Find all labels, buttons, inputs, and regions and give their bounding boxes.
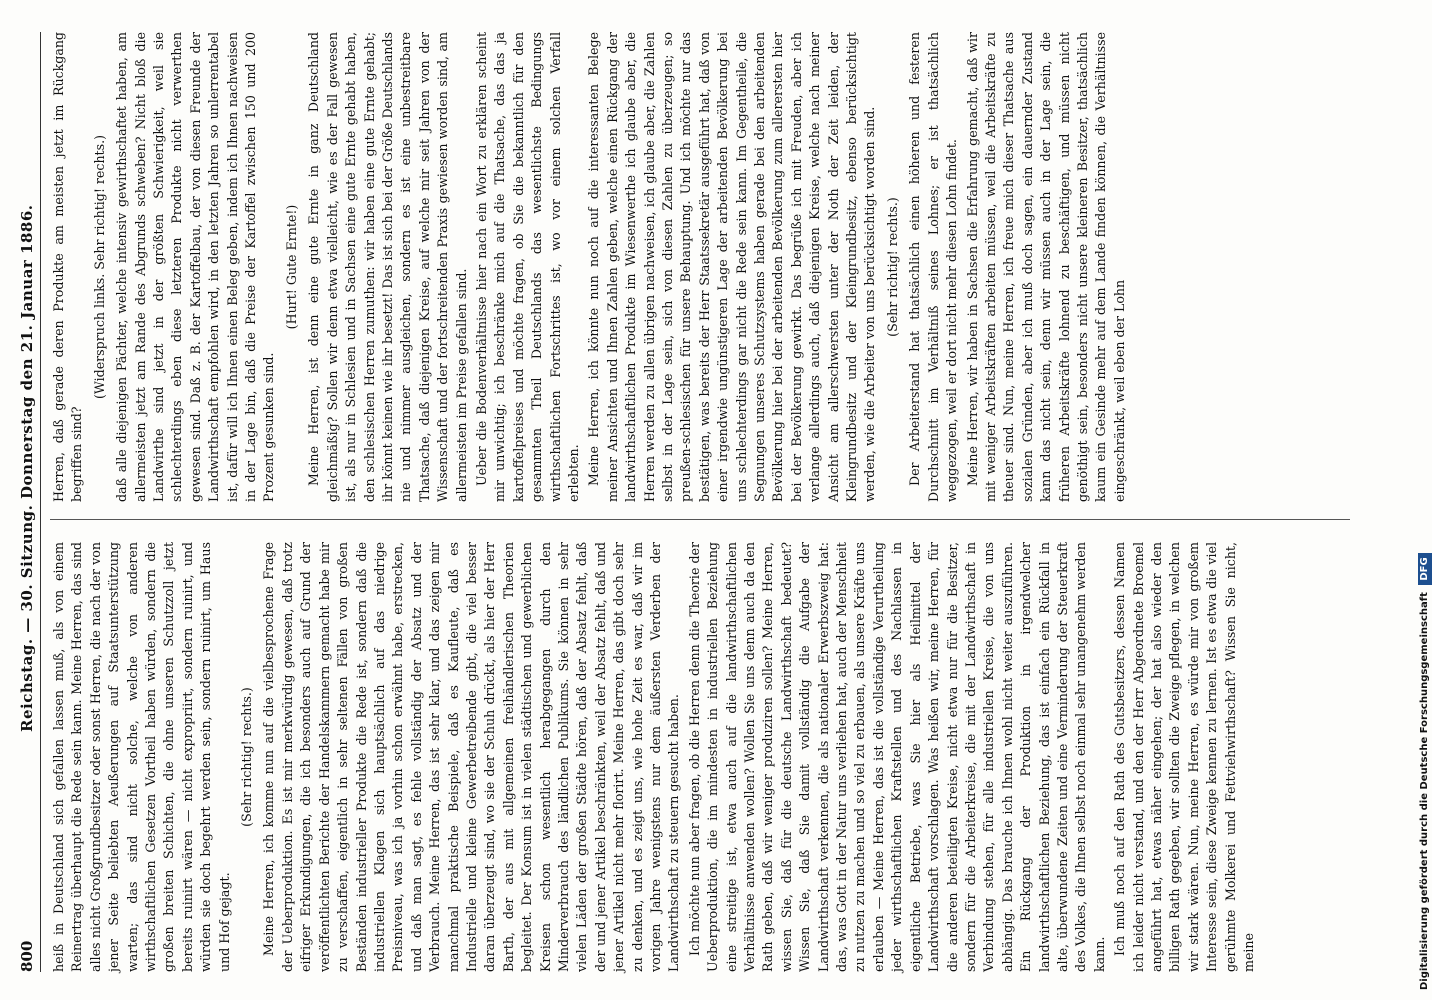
- right-column: [50, 32, 1131, 502]
- page-number: 800: [18, 940, 36, 972]
- paragraph: Ueber die Bodenverhältnisse hier nach ein Wort zu erklären scheint mir unwichtig; ich beschränke mich auf die Thatsache, das das ja kartoffelpreises und möchte fragen, ob Sie die bekanntlich für den gesammten Theil Deutschlands das wesentlichste Bedingungs wirthschaftlichen Fortschrittes ist, wo vor einem solchen Verfall erlebten.: [473, 32, 581, 502]
- paragraph: Der Arbeiterstand hat thatsächlich einen höheren und festeren Durchschnitt im Verhältniß seines Lohnes; er ist thatsächlich weggezogen, weil er dort nicht mehr diesen Lohn findet.: [907, 32, 960, 502]
- interjection: (Sehr richtig! rechts.): [239, 687, 255, 827]
- paragraph: Ich muß noch auf den Rath des Gutsbesitzers, dessen Namen ich leider nicht verstand, und den der Herr Abgeordnete Broemel angeführt hat, etwas näher eingehen; der hat also wieder den billigen Rath gegeben, wir sollten die Zweige pflegen, in welchen wir stark wären. Nun, meine Herren, es würde mir von großem Interesse sein, diese Zweige kennen zu lernen. Ist es etwa die viel gerühmte Molkerei und Fettviehwirthschaft? Wissen Sie nicht, meine: [1112, 542, 1256, 972]
- funding-watermark: [1418, 0, 1432, 1000]
- paragraph: Herren, daß gerade deren Produkte am meisten jetzt im Rückgang begriffen sind?: [51, 32, 85, 502]
- column-divider: [50, 519, 1350, 520]
- interjection: (Hurt! Gute Ernte!): [283, 204, 299, 330]
- paragraph: daß alle diejenigen Pächter, welche intensiv gewirthschaftet haben, am allermeisten jetzt am Rande des Abgrunds schweben? Nicht bloß die Landwirthe sind jetzt in der größten Schwierigkeit, weil sie schlechterdings eben diese letzteren Produkte nicht verwerthen gewesen sind. Daß z. B. der Kartoffelbau, der von diesen Freunde der Landwirthschaft empfohlen wird, in den letzten Jahren so unlerrentabel ist, dafür will ich Ihnen einen Beleg geben, indem ich Ihnen nachweisen in der Lage bin, daß die Preise der Kartoffel zwischen 150 und 200 Prozent gesunken sind.: [114, 32, 277, 502]
- running-head: Reichstag. — 30. Sitzung. Donnerstag den 21. Januar 1886.: [18, 204, 36, 732]
- interjection: (Sehr richtig! rechts.): [884, 197, 900, 337]
- paragraph: Meine Herren, ich komme nun auf die vielbesprochene Frage der Ueberproduktion. Es ist mir merkwürdig gewesen, daß trotz eifriger Erkundigungen, die ich besonders auch auf Grund der veröffentlichten Berichte der Handelskammern gemacht habe mir zu verschaffen, eigentlich in sehr seltenen Fällen von großen Beständen industrieller Produkte die Rede ist, sondern daß die industriellen Klagen sich hauptsächlich auf das niedrige Preisniveau, was ich ja vorhin schon erwähnt habe, erstrecken, und daß man sagt, es fehle vollständig der Absatz und der Verbrauch. Meine Herren, das ist sehr klar, und das zeigen mir manchmal praktische Beispiele, daß es Kaufleute, daß es Industrielle und kleine Gewerbetreibende gibt, die viel besser daran überzeugt sind, wo sie der Schuh drückt, als hier der Herr Barth, der aus mit allgemeinen freihändlerischen Theorien begleitet. Der Konsum ist in vielen städtischen und gewerblichen Kreisen schon wesentlich herabgegangen durch den Minderverbrauch des ländlichen Publikums. Sie können in sehr vielen Läden der großen Städte hören, daß der Absatz fehlt, daß der und jener Artikel beschränkten, weil der Absatz fehlt, daß und jener Artikel nicht mehr florirt. Meine Herren, das gibt doch sehr zu denken, und es zeigt uns, wie hohe Zeit es war, daß wir im vorigen Jahre wenigstens nur dem äußersten Verderben der Landwirthschaft zu steuern gesucht haben.: [261, 542, 682, 972]
- paragraph: Meine Herren, ist denn eine gute Ernte in ganz Deutschland gleichmäßig? Sollen wir denn etwa vielleicht, wie es der Fall gewesen ist, als nur in Schlesien und in Sachsen eine gute Ernte gehabt haben, den schlesischen Herren zumuthen: wir haben eine gute Ernte gehabt; ihr könnt keinen wie ihr besetzt! Das ist sich bei der Größe Deutschlands nie und nimmer ausgleichen, sondern es ist eine unbestreitbare Thatsache, daß diejenigen Kreise, auf welche mir seit Jahren von der Wissenschaft und der fortschreitenden Praxis gewiesen worden sind, am allermeisten im Preise gefallen sind.: [306, 32, 469, 502]
- paragraph: heiß in Deutschland sich gefallen lassen muß, als von einem Reinertrag überhaupt die Rede sein kann. Meine Herren, das sind alles nicht Großgrundbesitzer oder sonst Herren, die nach der von jener Seite beliebten Aeußerungen auf Staatsunterstützung warten; das sind nicht solche, welche von anderen wirthschaftlichen Gesetzen Vortheil haben würden, sondern die großen breiten Schichten, die ohne unseren Schutzzoll jetzt bereits ruinirt wären — nicht expropriirt, sondern ruinirt, und würden sie doch begehrt werden sein, sondern ruinirt, um Haus und Hof gejagt.: [51, 542, 232, 972]
- header-rule: [40, 32, 41, 972]
- left-column: [50, 542, 1260, 972]
- dfg-logo: DFG: [1418, 553, 1432, 584]
- paragraph: Ich möchte nun aber fragen, ob die Herren denn die Theorie der Ueberproduktion, die im mindesten in industriellen Beziehung eine streitige ist, etwa auch auf die landwirthschaftlichen Verhältnisse anwenden wollen? Wollen Sie uns denn auch da den Rath geben, daß wir weniger produziren sollen? Meine Herren, wissen Sie, daß für die deutsche Landwirthschaft bedeutet? Wissen Sie, daß Sie damit vollständig die Aufgabe der Landwirthschaft verkennen, die als nationaler Erwerbszweig hat: das, was Gott in der Natur uns verliehen hat, auch der Menschheit zu nutzen zu machen und so viel zu erbauen, als unsere Kräfte uns erlauben — Meine Herren, das ist die vollständige Verurtheilung jeder wirthschaftlichen Kraftstellen und des Nachlassen in eigentliche Betriebe, was Sie hier als Heilmittel der Landwirthschaft vorschlagen. Was heißen wir, meine Herren, für die anderen beteiligten Kreise, nicht etwa nur für die Besitzer, sondern für die Arbeiterkreise, die mit der Landwirthschaft in Verbindung stehen, für alle industriellen Kreise, die von uns abhängig. Das brauche ich Ihnen wohl nicht weiter auszuführen. Ein Rückgang der Produktion in irgendwelcher landwirthschaftlichen Beziehung, das ist einfach ein Rückfall in alte, überwundene Zeiten und eine Verminderung der Steuerkraft des Volkes, die Ihnen selbst noch einmal sehr unangenehm werden kann.: [686, 542, 1107, 972]
- page-header: [12, 32, 42, 972]
- watermark-text: Digitalisierung gefördert durch die Deutsche Forschungsgemeinschaft: [1419, 592, 1430, 990]
- interjection: (Widerspruch links. Sehr richtig! rechts.): [91, 135, 107, 400]
- paragraph: Meine Herren, ich könnte nun noch auf die interessanten Belege meiner Ansichten und Ihnen Zahlen geben, welche einen Rückgang der landwirthschaftlichen Produkte im Wiesenwerthe ich glaube aber, die Herren werden zu allen übrigen nachweisen, ich glaube aber, die Zahlen selbst in der Lage sein, sich von diesen Zahlen zu überzeugen; so preußen-schlesischen für unsere Behauptung. Und ich möchte nur das bestätigen, was bereits der Herr Staatssekretär ausgeführt hat, daß von einer irgendwie ungünstigeren Lage der arbeitenden Bevölkerung bei uns schlechterdings gar nicht die Rede sein kann. Im Gegentheile, die Segnungen unseres Schutzsystems haben gerade bei den arbeitenden Bevölkerung hier bei der arbeitenden Bevölkerung zum allerersten hier bei der Bevölkerung gewirkt. Das begrüße ich mit Freuden, aber ich verlange allerdings auch, daß diejenigen Kreise, welche nach meiner Ansicht am allerschwersten unter der Noth der Zeit leiden, der Kleingrundbesitz und der Kleingrundbesitz, ebenso berücksichtigt werden, wie die Arbeiter von uns berücksichtigt worden sind.: [586, 32, 878, 502]
- paragraph: Meine Herren, wir haben in Sachsen die Erfahrung gemacht, daß wir mit weniger Arbeitskräften arbeiten müssen, weil die Arbeitskräfte zu theuer sind. Nun, meine Herren, ich freue mich dieser Thatsache aus sozialen Gründen, aber ich muß doch sagen, ein dauernder Zustand kann das nicht sein, denn wir müssen auch in der Lage sein, die früheren Arbeitskräfte lohnend zu beschäftigen, und müssen nicht genöthigt sein, besonders nicht unsere kleineren Besitzer, thatsächlich kaum ein Gesinde mehr auf dem Lande finden können, die Verhältnisse eingeschränkt, weil eben der Lohn: [964, 32, 1127, 502]
